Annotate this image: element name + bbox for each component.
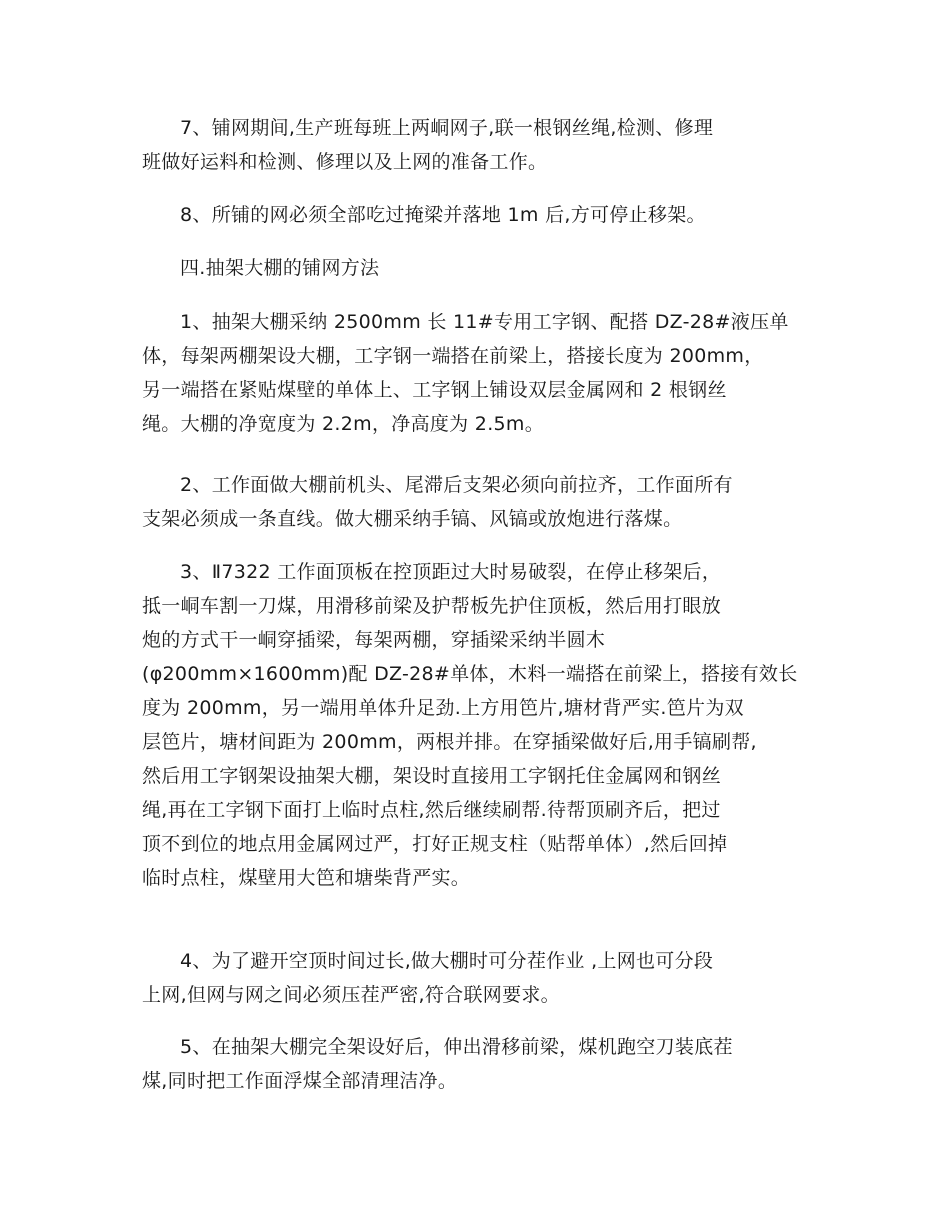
text-line: 另一端搭在紧贴煤壁的单体上、工字钢上铺设双层金属网和 2 根钢丝 [142,379,727,401]
text-line: 体，每架两棚架设大棚，工字钢一端搭在前梁上，搭接长度为 200mm， [142,345,764,367]
text-line: 1、抽架大棚采纳 2500mm 长 11#专用工字钢、配搭 DZ-28#液压单 [180,311,789,333]
text-line: 2、工作面做大棚前机头、尾滞后支架必须向前拉齐，工作面所有 [180,474,733,496]
text-line: 绳,再在工字钢下面打上临时点柱,然后继续刷帮.待帮顶刷齐后，把过 [142,799,721,821]
text-line: 四.抽架大棚的铺网方法 [180,257,380,279]
text-line: 3、Ⅱ7322 工作面顶板在控顶距过大时易破裂，在停止移架后， [180,561,722,583]
paragraph-item-8 [142,198,812,232]
text-line: 班做好运料和检测、修理以及上网的准备工作。 [142,151,548,173]
paragraph-item-3 [142,555,812,895]
paragraph-item-7 [142,111,812,179]
text-line: 5、在抽架大棚完全架设好后，伸出滑移前梁，煤机跑空刀装底茬 [180,1036,733,1058]
text-line: 然后用工字钢架设抽架大棚，架设时直接用工字钢托住金属网和钢丝 [142,765,722,787]
text-line: 绳。大棚的净宽度为 2.2m，净高度为 2.5m。 [142,413,545,435]
text-line: 4、为了避开空顶时间过长,做大棚时可分茬作业 ,上网也可分段 [180,950,714,972]
text-line: 炮的方式干一峒穿插梁，每架两棚，穿插梁采纳半圆木 [142,629,606,651]
paragraph-item-4 [142,944,812,1012]
text-line: 抵一峒车割一刀煤，用滑移前梁及护帮板先护住顶板，然后用打眼放 [142,595,722,617]
text-line: 8、所铺的网必须全部吃过掩梁并落地 1m 后,方可停止移架。 [180,204,706,226]
text-line: 度为 200mm，另一端用单体升足劲.上方用笆片,塘材背严实.笆片为双 [142,697,744,719]
section-heading [142,251,812,285]
text-line: 顶不到位的地点用金属网过严，打好正规支柱（贴帮单体）,然后回掉 [142,833,728,855]
paragraph-item-5 [142,1030,812,1098]
paragraph-item-2 [142,468,812,536]
text-line: 煤,同时把工作面浮煤全部清理洁净。 [142,1070,458,1092]
text-line: 层笆片，塘材间距为 200mm，两根并排。在穿插梁做好后,用手镐刷帮, [142,731,757,753]
text-line: (φ200mm×1600mm)配 DZ-28#单体，木料一端搭在前梁上，搭接有效长 [142,663,798,685]
paragraph-item-1 [142,305,812,441]
text-line: 临时点柱，煤壁用大笆和塘柴背严实。 [142,867,471,889]
text-line: 7、铺网期间,生产班每班上两峒网子,联一根钢丝绳,检测、修理 [180,117,714,139]
text-line: 上网,但网与网之间必须压茬严密,符合联网要求。 [142,984,560,1006]
text-line: 支架必须成一条直线。做大棚采纳手镐、风镐或放炮进行落煤。 [142,508,683,530]
